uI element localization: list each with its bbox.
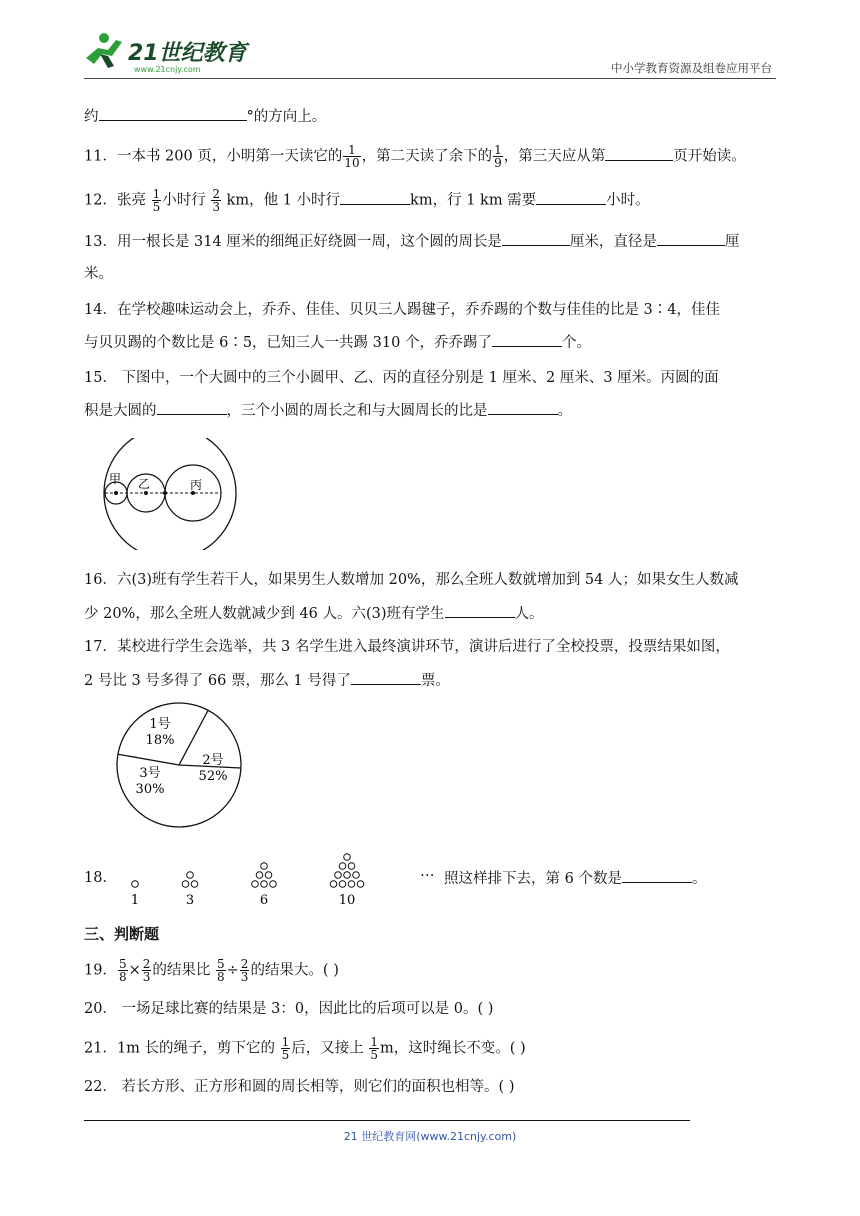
tri-value-10: 10 bbox=[338, 893, 356, 908]
triangular-number-dots bbox=[120, 838, 380, 910]
svg-text:3号: 3号 bbox=[139, 766, 161, 781]
runner-logo-icon bbox=[86, 33, 122, 68]
big-circle bbox=[104, 438, 236, 550]
question-10-tail: 约 °的方向上。 bbox=[84, 106, 326, 127]
fraction: $\frac{2}{3}$ bbox=[212, 187, 220, 214]
question-17-cont: 2 号比 3 号多得了 66 票，那么 1 号得了 票。 bbox=[84, 670, 450, 691]
tri-dot bbox=[270, 881, 277, 888]
answer-blank[interactable] bbox=[657, 231, 725, 246]
fraction: $\frac{1}{10}$ bbox=[344, 143, 360, 170]
question-18-number: 18． bbox=[84, 870, 117, 886]
fraction: $\frac{1}{5}$ bbox=[281, 1035, 290, 1062]
question-15: 15． 下图中，一个大圆中的三个小圆甲、乙、丙的直径分别是 1 厘米、2 厘米、3 厘米。丙圆的面 bbox=[84, 370, 719, 386]
tri-value-6: 6 bbox=[259, 893, 269, 908]
tri-value-3: 3 bbox=[185, 893, 195, 908]
fraction: $\frac{5}{8}$ bbox=[118, 957, 127, 984]
tri-dot bbox=[335, 872, 342, 879]
fraction: $\frac{1}{5}$ bbox=[370, 1035, 379, 1062]
fraction: $\frac{1}{5}$ bbox=[152, 187, 161, 214]
question-11: 11．一本书 200 页，小明第一天读它的 $\frac{1}{10}$ ，第二天读了余下的 $\frac{1}{9}$ ，第三天应从第 页开始读。 bbox=[84, 143, 746, 170]
question-18-text: 照这样排下去，第 6 个数是 。 bbox=[444, 868, 706, 889]
tri-dot bbox=[344, 872, 351, 879]
section-title-judgment: 三、判断题 bbox=[84, 925, 160, 943]
tri-dot bbox=[339, 863, 346, 870]
question-12: 12．张亮 $\frac{1}{5}$ 小时行 $\frac{2}{3}$ km，他 1 小时行 km，行 1 km 需要 小时。 bbox=[84, 187, 650, 214]
answer-blank[interactable] bbox=[157, 400, 227, 415]
tri-dot bbox=[182, 881, 189, 888]
tri-dot bbox=[339, 881, 346, 888]
question-16: 16．六(3)班有学生若干人，如果男生人数增加 20%，那么全班人数就增加到 54 人；如果女生人数减 bbox=[84, 572, 739, 588]
svg-text:2号: 2号 bbox=[202, 753, 224, 768]
label-yi: 乙 bbox=[138, 477, 151, 491]
center-dot bbox=[144, 491, 148, 495]
header-divider bbox=[84, 78, 776, 79]
tri-dot bbox=[357, 881, 364, 888]
answer-blank[interactable] bbox=[99, 106, 247, 121]
footer-text: 21 世纪教育网(www.21cnjy.com) bbox=[343, 1130, 517, 1143]
question-15-cont: 积是大圆的 ，三个小圆的周长之和与大圆周长的比是 。 bbox=[84, 400, 572, 421]
logo-url: www.21cnjy.com bbox=[134, 65, 201, 74]
question-22: 22． 若长方形、正方形和圆的周长相等，则它们的面积也相等。( ) bbox=[84, 1079, 515, 1095]
tri-dot bbox=[252, 881, 259, 888]
tri-value-1: 1 bbox=[130, 893, 140, 908]
tri-dot bbox=[348, 881, 355, 888]
logo-text: 21世纪教育 bbox=[128, 41, 247, 66]
tri-dot bbox=[261, 881, 268, 888]
answer-blank[interactable] bbox=[445, 603, 515, 618]
answer-blank[interactable] bbox=[536, 190, 606, 205]
answer-blank[interactable] bbox=[502, 231, 570, 246]
tri-dot bbox=[265, 872, 272, 879]
ellipsis: … bbox=[420, 864, 435, 880]
fraction: $\frac{2}{3}$ bbox=[240, 957, 249, 984]
tri-dot bbox=[132, 881, 139, 888]
vote-pie-chart bbox=[112, 698, 246, 832]
pie-slice-boundary bbox=[118, 754, 179, 765]
tri-dot bbox=[191, 881, 198, 888]
question-20: 20． 一场足球比赛的结果是 3：0，因此比的后项可以是 0。( ) bbox=[84, 1001, 494, 1017]
answer-blank[interactable] bbox=[492, 332, 562, 347]
tri-dot bbox=[353, 872, 360, 879]
question-19: 19． $\frac{5}{8}$ × $\frac{2}{3}$ 的结果比 $\frac{5}{8}$ ÷ $\frac{2}{3}$ 的结果大。( ) bbox=[84, 957, 339, 984]
question-14: 14．在学校趣味运动会上，乔乔、佳佳、贝贝三人踢毽子，乔乔踢的个数与佳佳的比是 3∶4，佳佳 bbox=[84, 302, 721, 318]
slice-label-1 bbox=[146, 717, 175, 748]
answer-blank[interactable] bbox=[340, 190, 410, 205]
label-bing: 丙 bbox=[190, 478, 203, 492]
answer-blank[interactable] bbox=[488, 400, 558, 415]
fraction: $\frac{2}{3}$ bbox=[142, 957, 151, 984]
question-16-cont: 少 20%，那么全班人数就减少到 46 人。六(3)班有学生 人。 bbox=[84, 603, 544, 624]
answer-blank[interactable] bbox=[351, 670, 421, 685]
svg-text:52%: 52% bbox=[198, 769, 228, 784]
svg-text:18%: 18% bbox=[145, 733, 175, 748]
answer-blank[interactable] bbox=[605, 146, 673, 161]
header-platform-text: 中小学教育资源及组卷应用平台 bbox=[611, 61, 772, 75]
answer-blank[interactable] bbox=[622, 868, 692, 883]
tri-dot bbox=[256, 872, 263, 879]
tri-dot bbox=[344, 854, 351, 861]
svg-text:30%: 30% bbox=[135, 782, 165, 797]
tri-dot bbox=[261, 863, 268, 870]
question-21: 21．1m 长的绳子，剪下它的 $\frac{1}{5}$ 后，又接上 $\frac{1}{5}$ m，这时绳长不变。( ) bbox=[84, 1035, 526, 1062]
svg-text:1号: 1号 bbox=[149, 717, 171, 732]
circles-figure bbox=[100, 438, 240, 550]
fraction: $\frac{5}{8}$ bbox=[217, 957, 225, 984]
site-logo bbox=[78, 30, 278, 76]
slice-label-2 bbox=[199, 753, 228, 784]
tri-dot bbox=[348, 863, 355, 870]
slice-label-3 bbox=[136, 766, 165, 797]
footer-divider bbox=[84, 1120, 690, 1121]
label-jia: 甲 bbox=[109, 472, 122, 486]
tri-dot bbox=[330, 881, 337, 888]
question-17: 17．某校进行学生会选举，共 3 名学生进入最终演讲环节，演讲后进行了全校投票，投票结果如图， bbox=[84, 639, 730, 655]
center-dot bbox=[163, 491, 167, 495]
tri-dot bbox=[187, 872, 194, 879]
fraction: $\frac{1}{9}$ bbox=[494, 143, 502, 170]
question-13-cont: 米。 bbox=[84, 266, 113, 282]
question-14-cont: 与贝贝踢的个数比是 6∶5，已知三人一共踢 310 个，乔乔踢了 个。 bbox=[84, 332, 591, 353]
question-13: 13．用一根长是 314 厘米的细绳正好绕圆一周，这个圆的周长是 厘米，直径是 厘 bbox=[84, 231, 739, 252]
center-dot bbox=[114, 491, 118, 495]
